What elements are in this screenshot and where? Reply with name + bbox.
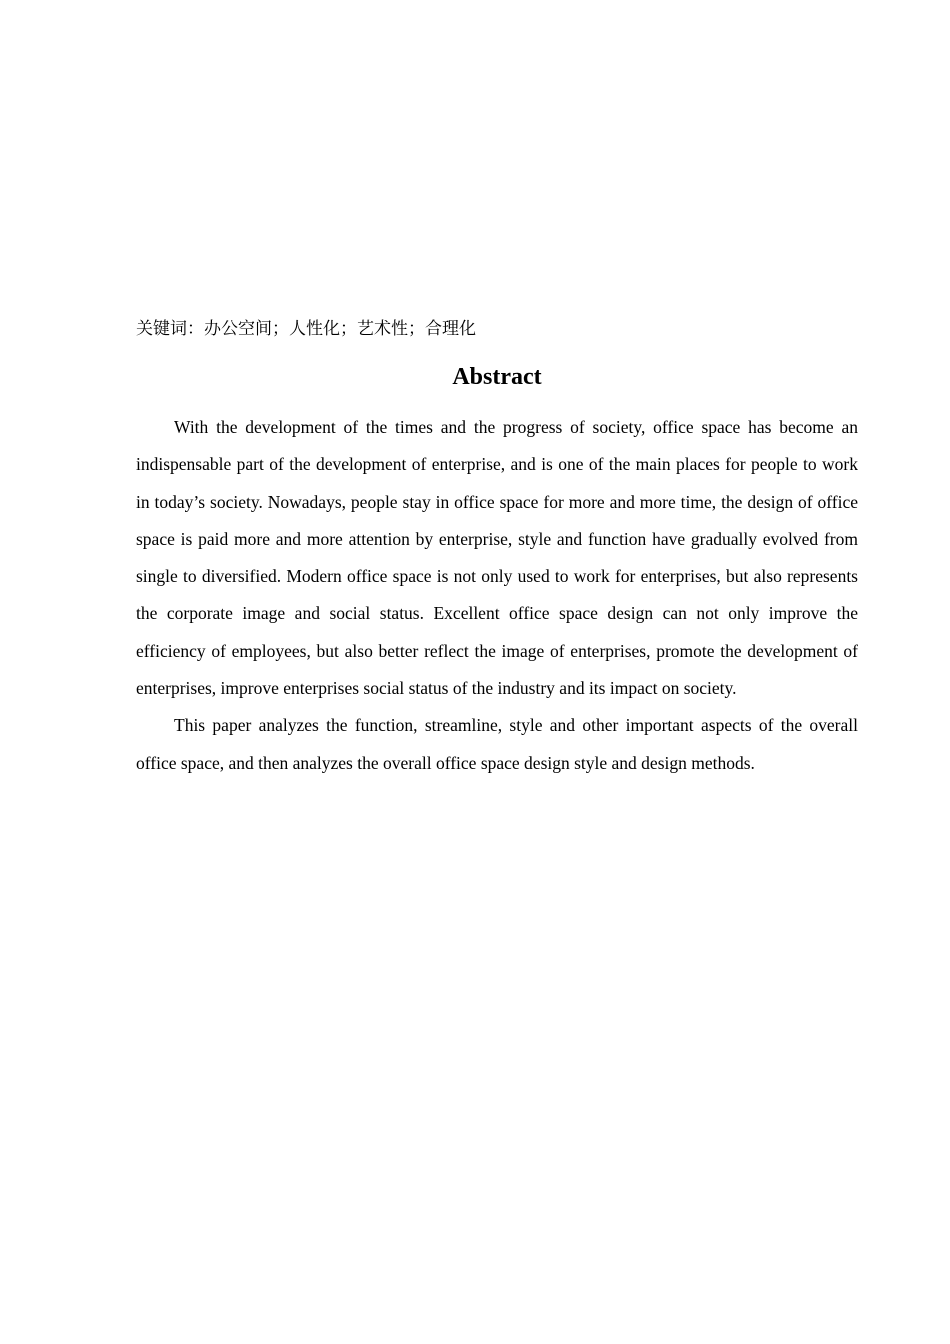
keywords-label: 关键词：: [136, 319, 204, 339]
abstract-paragraph-1: With the development of the times and the progress of society, office space has become an indispensable part of the development of enterprise, and is one of the main places for people to work in today’s society. Nowadays, people stay in office space for more and more time, the design of office space is paid more and more attention by enterprise, style and function have gradually evolved from single to diversified. Modern office space is not only used to work for enterprises, but also represents the corporate image and social status. Excellent office space design can not only improve the efficiency of employees, but also better reflect the image of enterprises, promote the development of enterprises, improve enterprises social status of the industry and its impact on society.: [136, 417, 858, 699]
keywords-line: [136, 318, 856, 340]
abstract-paragraph-2: This paper analyzes the function, streamline, style and other important aspects of the overall office space, and then analyzes the overall office space design style and design methods.: [136, 715, 858, 773]
abstract-title: Abstract: [452, 364, 542, 390]
keywords-terms: 办公空间；人性化；艺术性；合理化: [204, 319, 476, 339]
abstract-body: [136, 409, 858, 782]
